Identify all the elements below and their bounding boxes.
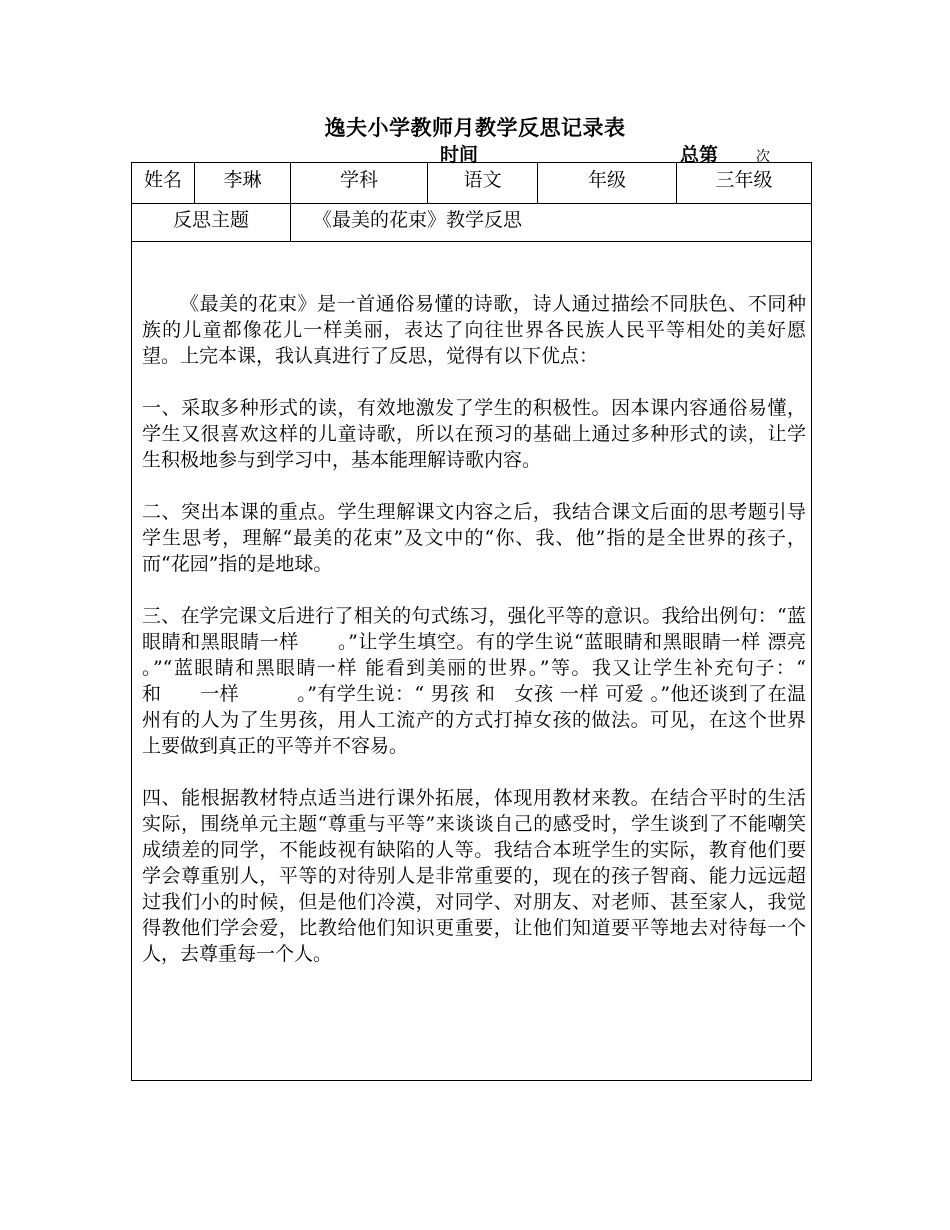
paragraph-intro: 《最美的花束》是一首通俗易懂的诗歌，诗人通过描绘不同肤色、不同种族的儿童都像花儿一样美丽，表达了向往世界各民族人民平等相处的美好愿望。上完本课，我认真进行了反思，觉得有以下优点：: [142, 293, 806, 367]
paragraph-point-4: 四、能根据教材特点适当进行课外拓展，体现用教材来教。在结合平时的生活实际，围绕单元主题“尊重与平等”来谈谈自己的感受时，学生谈到了不能嘲笑成绩差的同学，不能歧视有缺陷的人等。我结合本班学生的实际，教育他们要学会尊重别人，平等的对待别人是非常重要的，现在的孩子智商、能力远远超过我们小的时候，但是他们冷漠，对同学、对朋友、对老师、甚至家人，我觉得教他们学会爱，比教给他们知识更重要，让他们知道要平等地去对待每一个人，去尊重每一个人。: [142, 787, 806, 965]
reflection-content: [142, 291, 845, 993]
name-label-cell: 姓名: [132, 163, 195, 203]
subject-label-cell: 学科: [291, 163, 428, 203]
form-title: 逸夫小学教师月教学反思记录表: [324, 115, 626, 140]
time-label: 时间: [440, 144, 479, 166]
grade-label-cell: 年级: [538, 163, 677, 203]
info-row: [132, 163, 811, 204]
paragraph-point-3: 三、在学完课文后进行了相关的句式练习，强化平等的意识。我给出例句：“蓝眼睛和黑眼睛一样 。”让学生填空。有的学生说“蓝眼睛和黑眼睛一样 漂亮 。”“蓝眼睛和黑眼睛一样 能看到美丽的世界。”等。我又让学生补充句子：“ 和 一样 。”有学生说：“ 男孩 和 女孩 一样 可爱 。”他还谈到了在温州有的人为了生男孩，用人工流产的方式打掉女孩的做法。可见，在这个世界上要做到真正的平等并不容易。: [142, 605, 845, 757]
paragraph-point-2: 二、突出本课的重点。学生理解课文内容之后，我结合课文后面的思考题引导学生思考，理解“最美的花束”及文中的“你、我、他”指的是全世界的孩子，而“花园”指的是地球。: [142, 501, 806, 575]
subject-value-cell: 语文: [428, 163, 538, 203]
theme-row: [132, 203, 811, 242]
theme-value-cell: 《最美的花束》教学反思: [313, 209, 523, 231]
reflection-record-table: [131, 162, 845, 1081]
paragraph-point-1: 一、采取多种形式的读，有效地激发了学生的积极性。因本课内容通俗易懂，学生又很喜欢这样的儿童诗歌，所以在预习的基础上通过多种形式的读，让学生积极地参与到学习中，基本能理解诗歌内容。: [142, 397, 806, 471]
count-suffix: 次: [756, 149, 770, 165]
theme-label-cell: 反思主题: [132, 203, 291, 241]
grade-value-cell: 三年级: [715, 169, 773, 191]
name-value-cell: 李琳: [195, 163, 291, 203]
total-count-label: 总第: [680, 144, 719, 166]
